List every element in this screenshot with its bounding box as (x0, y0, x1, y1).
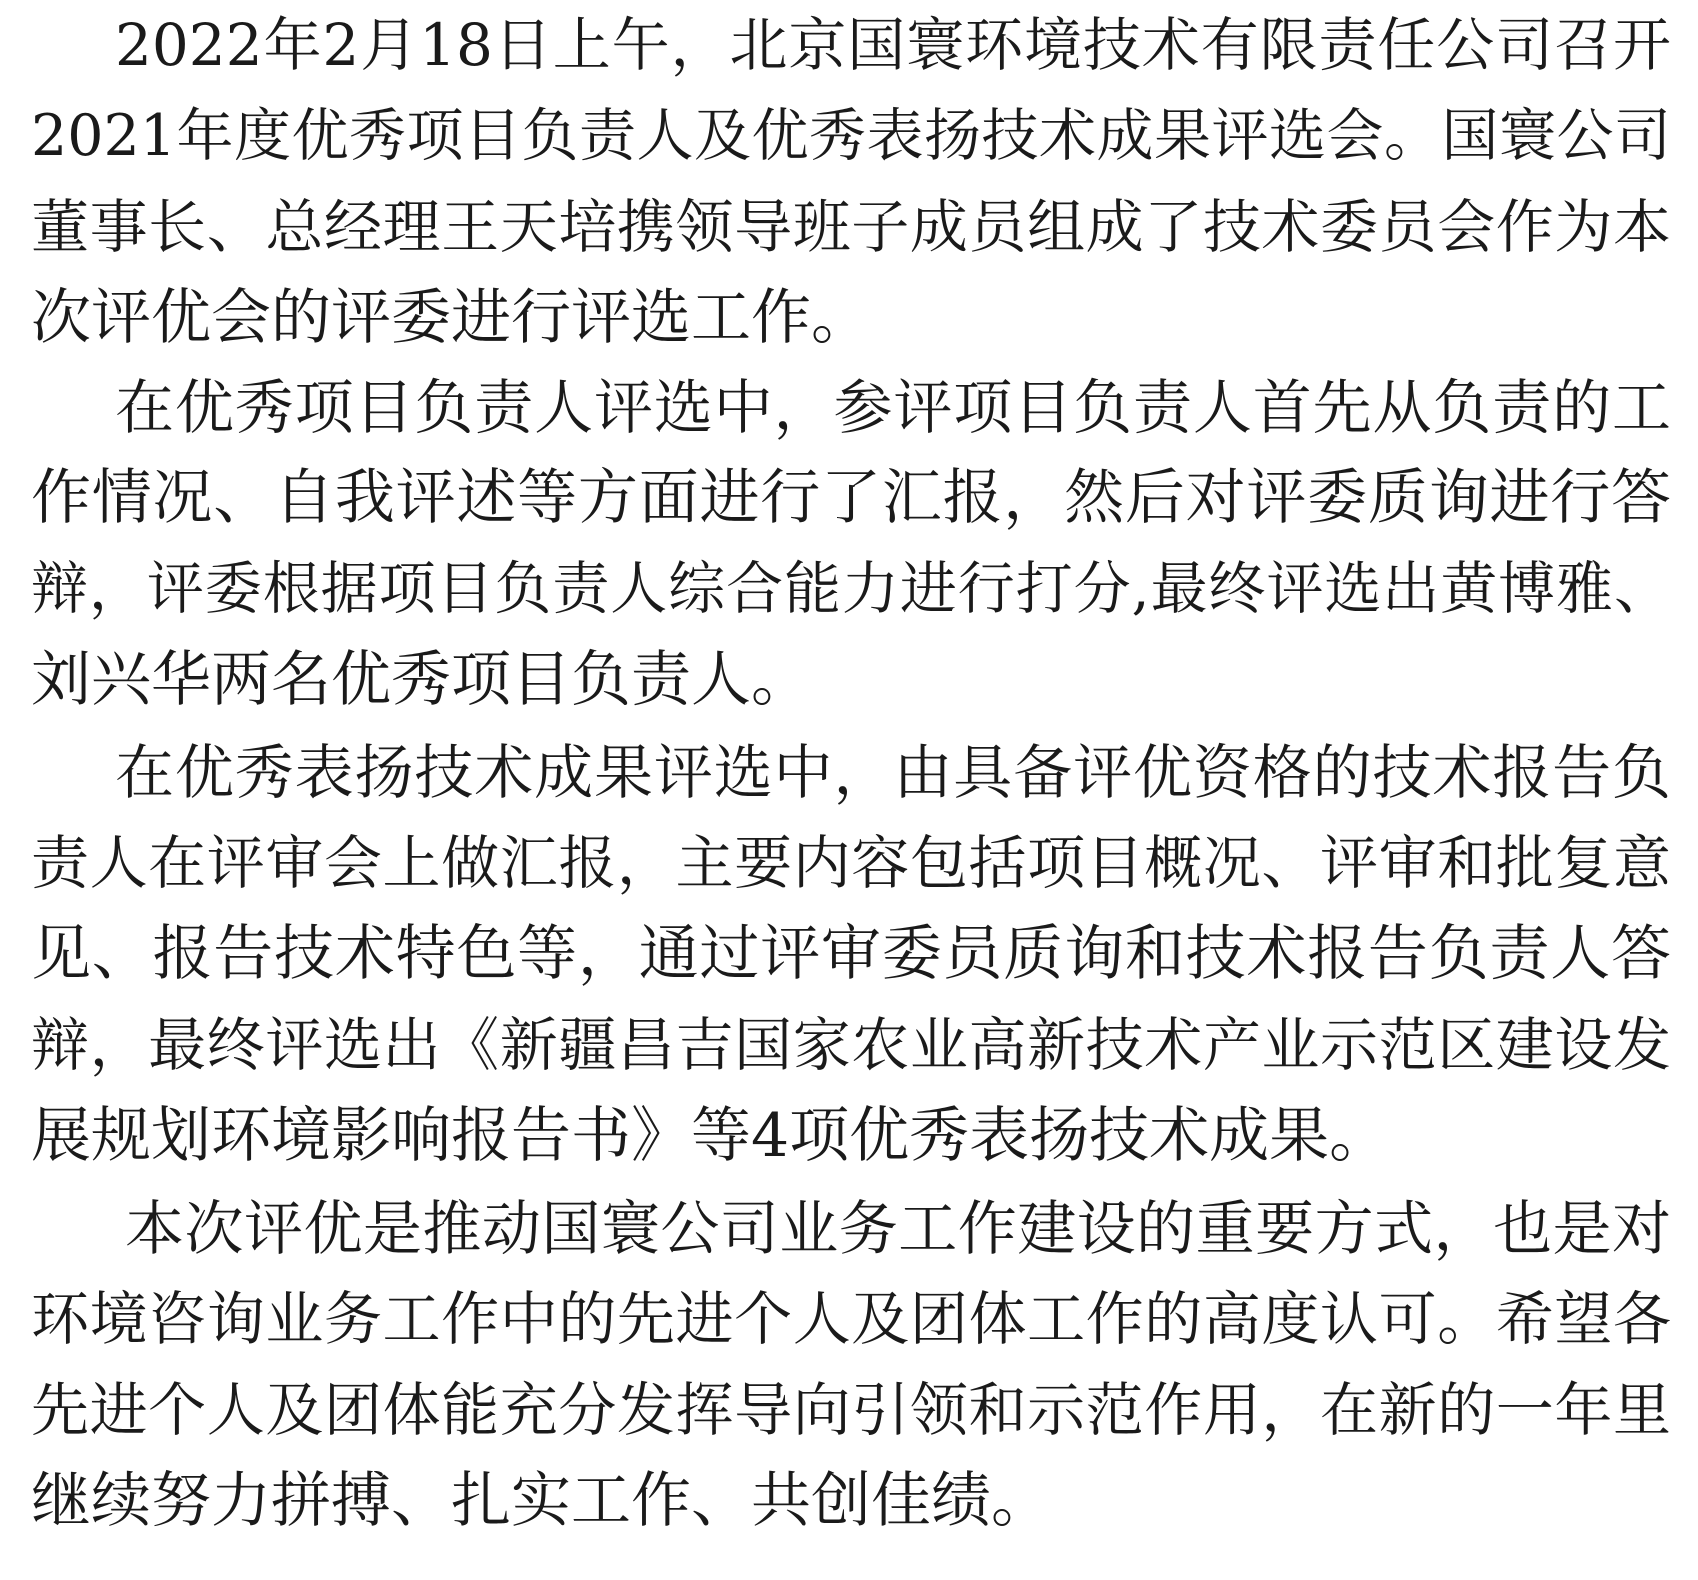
paragraph-meeting-intro (31, 0, 1671, 364)
paragraph-technical-achievement-selection (31, 727, 1671, 1182)
paragraph-line: 董事长、总经理王天培携领导班子成员组成了技术委员会作为本 (31, 193, 1671, 261)
paragraph-line: 在优秀项目负责人评选中，参评项目负责人首先从负责的工 (115, 373, 1671, 442)
paragraph-line: 责人在评审会上做汇报，主要内容包括项目概况、评审和批复意 (31, 829, 1671, 897)
paragraph-line: 2022年2月18日上午，北京国寰环境技术有限责任公司召开 (115, 11, 1671, 79)
paragraph-line: 先进个人及团体能充分发挥导向引领和示范作用，在新的一年里 (31, 1376, 1671, 1444)
paragraph-line: 环境咨询业务工作中的先进个人及团体工作的高度认可。希望各 (31, 1285, 1671, 1353)
paragraph-line: 继续努力拼搏、扎实工作、共创佳绩。 (31, 1466, 1051, 1536)
paragraph-line: 辩，最终评选出《新疆昌吉国家农业高新技术产业示范区建设发 (31, 1011, 1671, 1079)
article-body (31, 0, 1671, 1580)
paragraph-project-leader-selection (31, 362, 1671, 726)
paragraph-line: 在优秀表扬技术成果评选中，由具备评优资格的技术报告负 (115, 738, 1671, 807)
paragraph-line: 作情况、自我评述等方面进行了汇报，然后对评委质询进行答 (31, 463, 1671, 533)
paragraph-line: 2021年度优秀项目负责人及优秀表扬技术成果评选会。国寰公司 (31, 103, 1671, 169)
paragraph-line: 本次评优是推动国寰公司业务工作建设的重要方式，也是对 (125, 1194, 1671, 1263)
paragraph-line: 展规划环境影响报告书》等4项优秀表扬技术成果。 (31, 1101, 1390, 1171)
paragraph-line: 辩，评委根据项目负责人综合能力进行打分,最终评选出黄博雅、 (31, 556, 1671, 622)
paragraph-line: 刘兴华两名优秀项目负责人。 (31, 645, 811, 715)
paragraph-closing-remarks (31, 1183, 1671, 1547)
paragraph-line: 次评优会的评委进行评选工作。 (31, 283, 871, 353)
paragraph-line: 见、报告技术特色等，通过评审委员质询和技术报告负责人答 (31, 919, 1671, 989)
